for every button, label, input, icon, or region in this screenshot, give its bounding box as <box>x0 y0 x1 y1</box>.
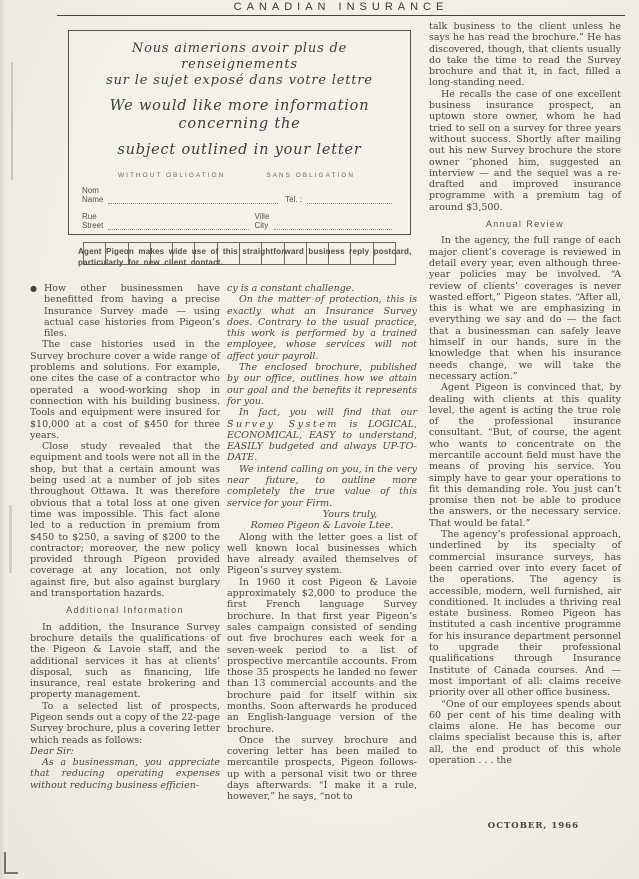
paragraph: The case histories used in the Survey brochure cover a wide range of problems and solutions. For example, one cites the case of a contractor who operated a wood-working shop in connection with his building business. Tools and equipment were insured for $10,000 at a cost of $450 for three years. <box>30 339 220 441</box>
paragraph: Once the survey brochure and covering letter has been mailed to mercantile prospects, Pigeon follows-up with a personal visit two or three days afterwards. “I make it a rule, however,” he says, “not to <box>227 734 417 803</box>
city-field-line <box>274 227 392 230</box>
paragraph: To a selected list of prospects, Pigeon sends out a copy of the 22-page Survey brochure, plus a covering letter which reads as follows: <box>30 700 220 746</box>
scan-artifact <box>4 852 18 874</box>
nom-label: Nom <box>82 185 99 195</box>
street-field-row <box>82 212 397 231</box>
column-2 <box>227 283 417 803</box>
paragraph: “One of our employees spends about 60 per cent of his time dealing with claims alone. He has become our claims specialist because this is, after all, the end product of this whole operation . . . the <box>429 698 621 766</box>
bullet-icon: ● <box>30 284 37 293</box>
tel-field-line <box>307 201 392 204</box>
reply-card-english-line1: We would like more information concerning the <box>109 98 370 132</box>
letter-salutation: Dear Sir: <box>30 745 74 757</box>
letter-paragraph: On the matter of protection, this is exactly what an Insurance Survey does. Contrary to the usual practice, this work is performed by a trained employee, whose services will not affect your payroll. <box>227 294 417 362</box>
letter-text: In fact, you will find that our <box>239 407 417 419</box>
paragraph: talk business to the client unless he says he has read the brochure.” He has discovered, though, that clients usually do take the time to read the Survey brochure and that it, in fact, filled a long-standing need. <box>429 21 621 89</box>
name-field-row <box>82 186 397 205</box>
paragraph: In addition, the Insurance Survey brochure details the qualifications of the Pigeon & Lavoie staff, and the additional services it has at clients’ disposal, such as financing, life insurance, real estate brokering and property management. <box>30 621 220 701</box>
obligation-row <box>82 172 397 179</box>
name-label: Name <box>82 195 104 204</box>
rue-label: Rue <box>82 211 97 221</box>
letter-paragraph: As a businessman, you appreciate that reducing operating expenses without reducing business efficien- <box>30 757 220 791</box>
scan-artifact <box>9 505 12 573</box>
reply-card-english-line2: subject outlined in your letter <box>117 142 362 158</box>
section-heading-additional-information: Additional Information <box>66 605 184 616</box>
paragraph: Close study revealed that the equipment and tools were not all in the shop, but that a certain amount was being used at a number of job sites throughout Ottawa. It was therefore obvious that a total loss at one given time was impossible. This fact alone led to a reduction in premium from $450 to $250, a saving of $200 to the contractor; moreover, the new policy provided through Pigeon provided coverage at any location, not only against fire, but also against burglary and transportation hazards. <box>30 441 220 600</box>
ville-label: Ville <box>254 211 270 221</box>
survey-system-spaced-text: Survey System <box>227 418 339 430</box>
letter-paragraph: cy is a constant challenge. <box>227 283 355 294</box>
letter-closing: Yours truly, <box>322 508 378 520</box>
paragraph: Along with the letter goes a list of well known local businesses which have already availed themselves of Pigeon’s survey system. <box>227 531 417 577</box>
masthead-rule <box>57 15 625 16</box>
lead-bullet-paragraph <box>30 283 220 339</box>
paragraph: The agency’s professional approach, underlined by its specialty of commercial insurance surveys, has been carried over into every facet of the operations. The agency is accessible, modern, well furnished, air conditioned. It includes a thriving real estate business. Romeo Pigeon has instituted a cash incentive programme for his insurance department personnel to upgrade their professional qualifications through Insurance Institute of Canada courses. And — most important of all: claims receive priority over all other office business. <box>429 529 621 699</box>
section-heading-annual-review: Annual Review <box>485 219 565 230</box>
column-3 <box>429 21 621 766</box>
lead-bullet-text: How other businessmen have benefitted from having a precise Insurance Survey made — using actual case histories from Pigeon’s files. <box>44 283 220 340</box>
street-field-label <box>82 212 103 231</box>
letter-paragraph <box>227 407 417 463</box>
name-field-line <box>108 201 278 204</box>
letter-signature: Romeo Pigeon & Lavoie Ltee. <box>250 520 394 532</box>
issue-date-folio: OCTOBER, 1966 <box>487 821 579 831</box>
column-1 <box>30 283 220 791</box>
page-edge-shading <box>0 0 7 879</box>
city-label: City <box>254 221 269 230</box>
magazine-title: CANADIAN INSURANCE <box>233 1 449 13</box>
paragraph: Agent Pigeon is convinced that, by dealing with clients at this quality level, the agent is acting the true role of the professional insurance consultant. “But, of course, the agent who wants to concentrate on the mercantile account field must have the means of proving his service. You simply have to gear your operations to fit this demanding role. You just can’t promise then not be able to produce the answers, or the necessary service. That would be fatal.” <box>429 382 621 529</box>
letter-text: is LOGICAL, ECONOMICAL, EASY to understand, EASILY budgeted and always UP-TO-DATE. <box>227 418 417 464</box>
reply-card <box>68 30 411 235</box>
letter-paragraph: We intend calling on you, in the very near future, to outline more completely the true value of this service for your Firm. <box>227 463 417 509</box>
paragraph: He recalls the case of one excellent business insurance prospect, an uptown store owner, whom he had tried to sell on a survey for three years without success. Shortly after mailing out his new Survey brochure the store owner ’phoned him, suggested an interview — and the sequel was a re-drafted and improved insurance programme with a premium tag of around $3,500. <box>429 88 621 213</box>
sans-obligation-label: SANS OBLIGATION <box>266 171 355 179</box>
street-field-line <box>108 227 249 230</box>
scan-artifact <box>11 62 13 180</box>
letter-paragraph: The enclosed brochure, published by our office, outlines how we attain our goal and the benefits it represents for you. <box>227 362 417 407</box>
reply-card-french-line2: sur le sujet exposé dans votre lettre <box>106 73 373 88</box>
street-label: Street <box>82 221 104 230</box>
photo-caption: Agent Pigeon makes wide use of this straightforward business reply postcard, particularly for new client contact. <box>78 247 412 267</box>
paragraph: In the agency, the full range of each major client’s coverage is reviewed in detail every year, even although three-year policies may be involved. “A review of clients’ coverages is never wasted effort,” Pigeon states. “After all, this is what we are emphasizing in everything we say and do — the fact that a businessman can safely leave himself in our hands, sure in the knowledge that when his insurance needs change, we will take the necessary action.” <box>429 235 621 382</box>
name-field-label <box>82 186 103 205</box>
reply-card-french-line1: Nous aimerions avoir plus de renseignements <box>131 41 348 72</box>
without-obligation-label: WITHOUT OBLIGATION <box>118 171 226 179</box>
tel-field-label: Tel. : <box>285 195 303 204</box>
paragraph: In 1960 it cost Pigeon & Lavoie approximately $2,000 to produce the first French language Survey brochure. In that first year Pigeon’s sales campaign consisted of sending out five brochures each week for a seven-week period to a list of prospective mercantile accounts. From those 35 prospects he landed no fewer than 13 commercial accounts and the brochure paid for itself within six months. Soon afterwards he produced an English-language version of the brochure. <box>227 576 417 735</box>
city-field-label <box>254 212 269 231</box>
